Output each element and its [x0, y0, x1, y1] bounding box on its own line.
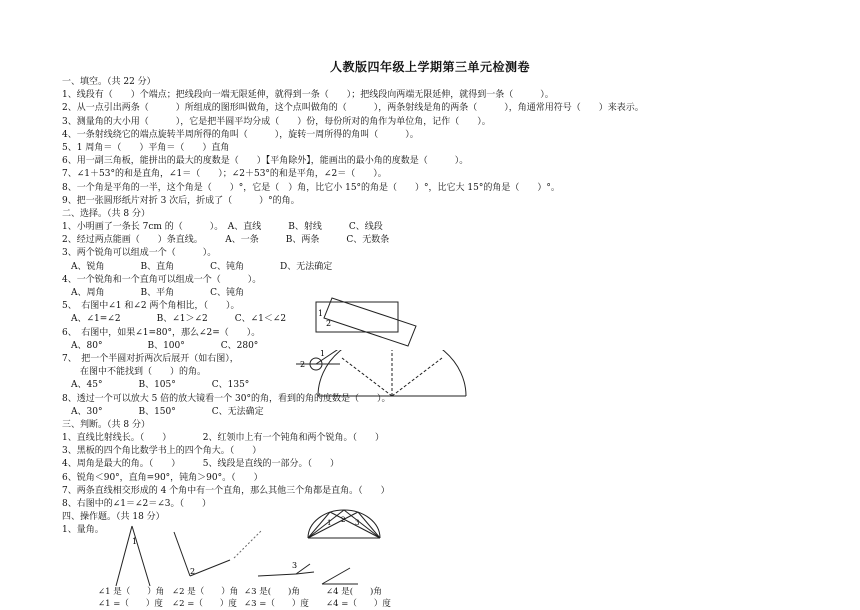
- question-line: 8、一个角是平角的一半，这个角是（ ）°，它是（ ）角，比它小 15°的角是（ ）°，比它大 15°的角是（ ）°。: [62, 182, 560, 193]
- measure-angle-1: [110, 522, 160, 588]
- question-line: 一、填空。（共 22 分）: [62, 77, 156, 87]
- fig5-mark-1: 1: [318, 309, 324, 318]
- fig5-mark-2: 2: [326, 319, 332, 328]
- question-line: 2、经过两点能画（ ）条直线。 A、一条 B、两条 C、无数条: [62, 235, 390, 246]
- question-line: 三、判断。（共 8 分）: [62, 419, 150, 430]
- question-line: A、∠1=∠2 B、∠1＞∠2 C、∠1＜∠2: [62, 314, 287, 325]
- question-line: A、30° B、150° C、无法确定: [62, 406, 264, 417]
- measure-answer-3: ∠3 是( )角 ∠3 =（ ）度: [244, 587, 309, 609]
- measure-answer-4: ∠4 是( )角 ∠4 =（ ）度: [326, 587, 391, 609]
- question-line: A、80° B、100° C、280°: [62, 340, 259, 351]
- angle-mark-2: 2: [190, 567, 196, 576]
- question-line: 4、一个锐角和一个直角可以组成一个（ ）。: [62, 274, 262, 285]
- measure-angle-2: [168, 530, 232, 580]
- question-line: 7、两条直线相交形成的 4 个角中有一个直角，那么其他三个角都是直角。（ ）: [62, 485, 390, 496]
- measure-angle-3-ray: [232, 528, 264, 560]
- question-line: 6、 右图中，如果∠1=80°，那么∠2=（ ）。: [62, 327, 261, 338]
- question-line: 3、黑板的四个角比数学书上的四个角大。（ ）: [62, 446, 262, 457]
- question-line: 1、线段有（ ）个端点；把线段向一端无限延伸，就得到一条（ ）；把线段向两端无限延伸，就得到一条（ ）。: [62, 90, 554, 101]
- judge8-figure: [306, 508, 382, 542]
- question-line: 二、选择。（共 8 分）: [62, 208, 150, 219]
- fig8-mark-3: 3: [355, 519, 360, 527]
- measure-answer-2: ∠2 是（ ）角 ∠2 =（ ）度: [172, 587, 239, 609]
- question-line: 5、1 周角＝（ ）平角＝（ ）直角: [62, 142, 230, 153]
- question-line: A、45° B、105° C、135°: [62, 380, 250, 391]
- question-line: 1、小明画了一条长 7cm 的（ ）。 A、直线 B、射线 C、线段: [62, 222, 383, 233]
- measure-angle-3: [256, 558, 316, 580]
- question-line: 7、 把一个半圆对折两次后展开（如右图），: [62, 353, 239, 364]
- question-line: 4、周角是最大的角。（ ） 5、线段是直线的一部分。（ ）: [62, 459, 339, 470]
- question-line: 3、两个锐角可以组成一个（ ）。: [62, 248, 217, 259]
- page-title: 人教版四年级上学期第三单元检测卷: [329, 60, 530, 74]
- question-line: 6、锐角＜90°，直角=90°，钝角＞90°。（ ）: [62, 472, 263, 483]
- measure-answer-1: ∠1 是（ ）角 ∠1 =（ ）度: [98, 587, 165, 609]
- fig8-mark-1: 1: [327, 519, 332, 527]
- question-line: 1、量角。: [62, 525, 104, 536]
- question-line: A、锐角 B、直角 C、钝角 D、无法确定: [62, 261, 333, 272]
- question-line: 四、操作题。（共 18 分）: [62, 512, 165, 523]
- fig6-mark-1: 1: [320, 350, 326, 358]
- question-lines: [62, 76, 822, 538]
- question-line: 3、测量角的大小用（ ），它是把半圆平均分成（ ）份，每份所对的角作为单位角，记作（ ）。: [62, 116, 491, 127]
- question-line: 4、一条射线绕它的端点旋转半周所得的角叫（ ），旋转一周所得的角叫（ ）。: [62, 129, 419, 140]
- question-line: 在图中不能找到（ ）的角。: [62, 367, 207, 378]
- angle-mark-1: 1: [132, 537, 138, 546]
- question-line: 2、从一点引出两条（ ）所组成的图形叫做角，这个点叫做角的（ ），两条射线是角的两条（ ），角通常用符号（ ）来表示。: [62, 103, 644, 114]
- question-line: A、周角 B、平角 C、钝角: [62, 288, 245, 298]
- question-line: 9、把一张圆形纸片对折 3 次后，折成了（ ）°的角。: [62, 195, 300, 206]
- question-line: 8、右图中的∠1＝∠2＝∠3。（ ）: [62, 499, 212, 509]
- q6-q7-figure: [296, 350, 472, 400]
- question-line: 5、 右图中∠1 和∠2 两个角相比，（ ）。: [62, 301, 240, 312]
- measure-angle-4: [320, 566, 360, 586]
- fig6-mark-2: 2: [300, 360, 306, 369]
- question-line: 1、直线比射线长。（ ） 2、红领巾上有一个钝角和两个锐角。（ ）: [62, 433, 384, 444]
- question-line: 7、∠1＋53°的和是直角，∠1＝（ ）；∠2＋53°的和是平角，∠2＝（ ）。: [62, 169, 387, 180]
- question-line: 8、透过一个可以放大 5 倍的放大镜看一个 30°的角，看到的角的度数是（ ）。: [62, 393, 391, 404]
- question-line: 6、用一副三角板，能拼出的最大的度数是（ ）【平角除外】，能画出的最小角的度数是（ ）。: [62, 156, 469, 167]
- fig8-mark-2: 2: [341, 516, 346, 524]
- angle-mark-3: 3: [292, 561, 298, 570]
